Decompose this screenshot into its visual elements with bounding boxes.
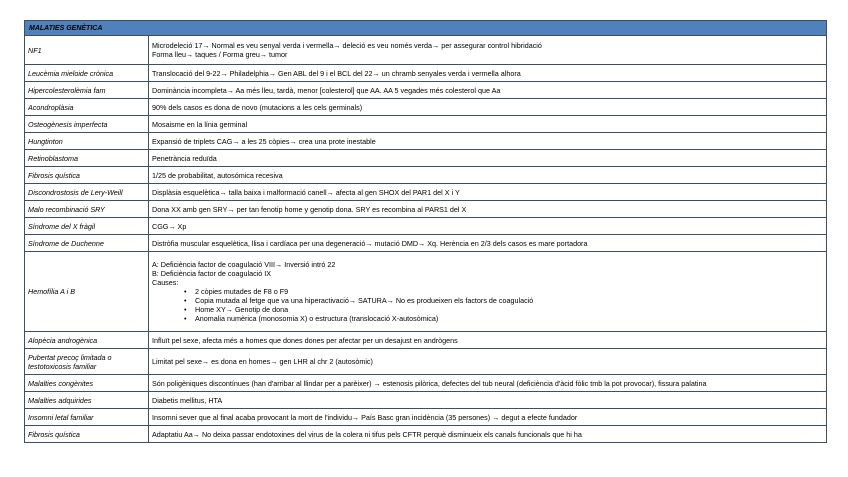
disease-description: Insomni sever que al final acaba provocant la mort de l'individu→ País Basc gran incidència (35 persones) → degut a efecte fundador bbox=[149, 409, 827, 426]
disease-description: Dona XX amb gen SRY→ per tan fenotip home y genotip dona. SRY es recombina al PARS1 del X bbox=[149, 201, 827, 218]
table-row bbox=[25, 99, 827, 116]
table-row bbox=[25, 82, 827, 99]
table-row bbox=[25, 392, 827, 409]
disease-description: Són poligèniques discontínues (han d'arribar al llindar per a parèixer) → estenosis pilòrica, defectes del tub neural (deficiència d'àcid fòlic tmb la pot provocar), fissura palatina bbox=[149, 375, 827, 392]
disease-description: 1/25 de probabilitat, autosómica recesiva bbox=[149, 167, 827, 184]
disease-name: Fibrosis quística bbox=[25, 426, 149, 443]
disease-name: Insomni letal familiar bbox=[25, 409, 149, 426]
disease-name: Pubertat precoç limitada o testotoxicosis familiar bbox=[25, 349, 149, 375]
table-row bbox=[25, 150, 827, 167]
disease-description: Mosaisme en la línia germinal bbox=[149, 116, 827, 133]
table-row bbox=[25, 332, 827, 349]
disease-description: Expansió de triplets CAG→ a les 25 còpies→ crea una prote inestable bbox=[149, 133, 827, 150]
disease-name: Síndrome de Duchenne bbox=[25, 235, 149, 252]
disease-name: Hipercolesterolèmia fam bbox=[25, 82, 149, 99]
table-row bbox=[25, 36, 827, 65]
disease-name: Acondroplàsia bbox=[25, 99, 149, 116]
table-row bbox=[25, 409, 827, 426]
disease-name: Osteogènesis imperfecta bbox=[25, 116, 149, 133]
table-row bbox=[25, 133, 827, 150]
disease-name: Malalties congènites bbox=[25, 375, 149, 392]
table-row bbox=[25, 116, 827, 133]
table-row bbox=[25, 349, 827, 375]
disease-name: Malo recombinació SRY bbox=[25, 201, 149, 218]
table-row bbox=[25, 375, 827, 392]
description-line: A: Deficiència factor de coagulació VIII→ Inversió intró 22 bbox=[152, 260, 336, 269]
disease-name: Fibrosis quística bbox=[25, 167, 149, 184]
disease-description: Adaptatiu Aa→ No deixa passar endotoxines del virus de la colera ni tifus pels CFTR perquè disminueix els canals funcionals que hi ha bbox=[149, 426, 827, 443]
table-row bbox=[25, 252, 827, 332]
description-line: B: Deficiència factor de coagulació IX bbox=[152, 269, 272, 278]
list-item: • 2 còpies mutades de F8 o F9 bbox=[195, 287, 823, 296]
table-header-row bbox=[25, 21, 827, 36]
disease-name: Malalties adquirides bbox=[25, 392, 149, 409]
disease-name: Discondrostosis de Lery-Weill bbox=[25, 184, 149, 201]
disease-description: Limitat pel sexe→ es dona en homes→ gen LHR al chr 2 (autosòmic) bbox=[149, 349, 827, 375]
table-row bbox=[25, 184, 827, 201]
disease-description bbox=[149, 252, 827, 332]
list-item: • Copia mutada al fetge que va una hiperactivació→ SATURA→ No es produeixen els factors de coagulació bbox=[195, 296, 823, 305]
disease-name: Hungtinton bbox=[25, 133, 149, 150]
causes-list bbox=[152, 287, 823, 323]
table-title: MALATIES GENÈTICA bbox=[25, 21, 827, 36]
disease-name: Alopècia androgènica bbox=[25, 332, 149, 349]
table-row bbox=[25, 235, 827, 252]
description-line: Causes: bbox=[152, 278, 179, 287]
genetic-diseases-table bbox=[24, 20, 827, 443]
disease-name: Leucèmia mieloide crònica bbox=[25, 65, 149, 82]
table-row bbox=[25, 167, 827, 184]
disease-name: Hemofília A i B bbox=[25, 252, 149, 332]
disease-description: Translocació del 9-22→ Philadelphia→ Gen ABL del 9 i el BCL del 22→ un chramb senyales verda i vermella alhora bbox=[149, 65, 827, 82]
disease-description: CGG→ Xp bbox=[149, 218, 827, 235]
list-item: • Home XY→ Genotip de dona bbox=[195, 305, 823, 314]
disease-name: Retinoblastoma bbox=[25, 150, 149, 167]
disease-description: Diabetis mellitus, HTA bbox=[149, 392, 827, 409]
table-row bbox=[25, 201, 827, 218]
disease-name: NF1 bbox=[25, 36, 149, 65]
table-row bbox=[25, 65, 827, 82]
description-line: Forma lleu→ taques / Forma greu→ tumor bbox=[152, 50, 288, 59]
disease-description: Dominància incompleta→ Aa més lleu, tardà, menor [colesterol] que AA. AA 5 vegades més colesterol que Aa bbox=[149, 82, 827, 99]
disease-description: 90% dels casos es dona de novo (mutacions a les cels germinals) bbox=[149, 99, 827, 116]
table-row bbox=[25, 218, 827, 235]
table-row bbox=[25, 426, 827, 443]
disease-description: Penetrància reduïda bbox=[149, 150, 827, 167]
disease-description bbox=[149, 36, 827, 65]
description-line: Microdeleció 17→ Normal es veu senyal verda i vermella→ deleció es veu només verda→ per assegurar control hibridació bbox=[152, 41, 542, 50]
disease-description: Displàsia esquelètica→ talla baixa i malformació canell→ afecta al gen SHOX del PAR1 del X i Y bbox=[149, 184, 827, 201]
list-item: • Anomalia numèrica (monosomia X) o estructura (translocació X-autosòmica) bbox=[195, 314, 823, 323]
disease-description: Distròfia muscular esquelètica, llisa i cardíaca per una degeneració→ mutació DMD→ Xq. Herència en 2/3 dels casos es mare portadora bbox=[149, 235, 827, 252]
disease-description: Influït pel sexe, afecta més a homes que dones dones per afectar per un desajust en andrògens bbox=[149, 332, 827, 349]
disease-name: Síndrome del X fràgil bbox=[25, 218, 149, 235]
